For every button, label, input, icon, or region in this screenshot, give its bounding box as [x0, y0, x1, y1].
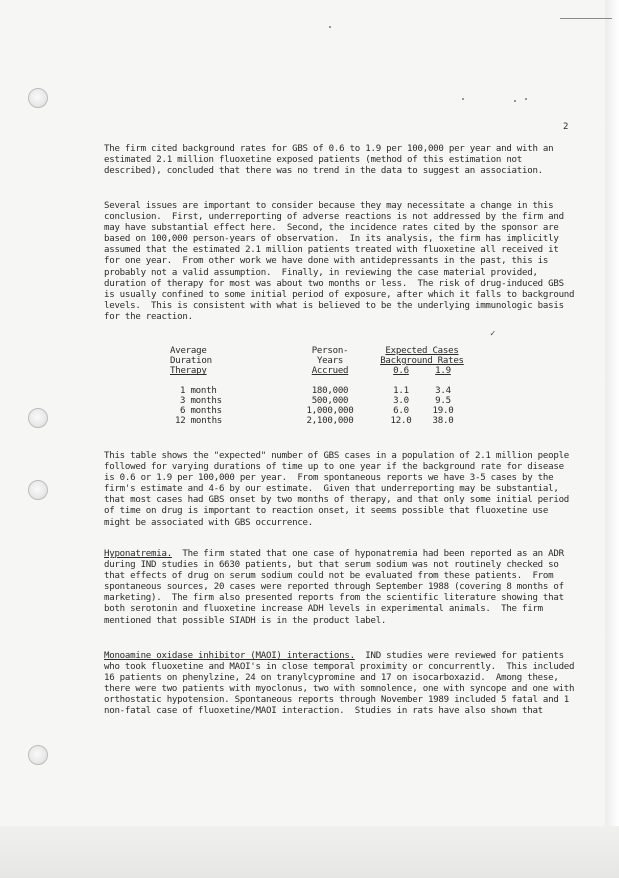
scan-speck [514, 100, 516, 102]
header-duration-2: Duration [170, 356, 212, 367]
table-row: 3 months 500,000 3.0 9.5 [180, 395, 451, 406]
paragraph-maoi [104, 651, 579, 718]
scan-speck [329, 26, 331, 28]
page-number: 2 [563, 122, 569, 132]
scan-speck [462, 98, 464, 100]
header-years-2: Years [316, 356, 344, 367]
table-row: 6 months 1,000,000 6.0 19.0 [180, 406, 454, 417]
header-rate-low: 0.6 [393, 366, 409, 377]
punch-hole-icon [28, 408, 48, 428]
expected-cases-table [170, 346, 464, 426]
punch-hole-icon [28, 480, 48, 500]
header-years-1: Person- [311, 346, 349, 356]
page-edge [605, 0, 619, 878]
header-years-3: Accrued [311, 366, 349, 377]
header-duration-1: Average [170, 346, 207, 356]
check-mark-icon: ✓ [490, 329, 496, 339]
paragraph-issues: Several issues are important to consider because they may necessitate a change in this conclusion. First, underreporting of adverse reactions is not addressed by the firm and may have substantial effect here. Second, the incidence rates cited by the sponsor are based on 100,000 person-years of observation. In its analysis, the firm has implicitly assumed that the estimated 2.1 million patients treated with fluoxetine all received it for one year. From other work we have done with antidepressants in the past, this is probably not a valid assumption. Finally, in reviewing the case material provided, duration of therapy for most was about two months or less. The risk of drug-induced GBS is usually confined to some initial period of exposure, after which it falls to background levels. This is consistent with what is believed to be the underlying immunologic basis for the reaction. [104, 201, 580, 322]
punch-hole-icon [28, 745, 48, 765]
header-rate-high: 1.9 [435, 366, 451, 377]
scan-speck [525, 98, 527, 100]
hyponatremia-heading: Hyponatremia. [104, 549, 172, 559]
page-bottom-shadow [0, 826, 619, 878]
table-row: 1 month 180,000 1.1 3.4 [180, 385, 451, 396]
table-row: 12 months 2,100,000 12.0 38.0 [175, 416, 454, 427]
punch-hole-icon [28, 88, 48, 108]
maoi-body: IND studies were reviewed for patients who took fluoxetine and MAOI's in close temporal proximity or concurrently. This included 16 patients on phenylzine, 24 on tranylcypromine and 17 on isocarboxazid. Among these, there were two patients with myoclonus, two with somnolence, one with syncope and one with orthostatic hypotension. Spontaneous reports through November 1989 included 5 fatal and 1 non-fatal case of fluoxetine/MAOI interaction. Studies in rats have also shown that [104, 651, 580, 717]
maoi-heading: Monoamine oxidase inhibitor (MAOI) interactions. [104, 651, 355, 661]
paragraph-background-rates: The firm cited background rates for GBS of 0.6 to 1.9 per 100,000 per year and with an estimated 2.1 million fluoxetine exposed patients (method of this estimation not described), concluded that there was no trend in the data to suggest an association. [104, 144, 559, 177]
paragraph-hyponatremia [104, 549, 579, 627]
top-edge-rule [560, 18, 612, 19]
header-expected-cases: Expected Cases [385, 346, 459, 356]
paragraph-table-explanation: This table shows the "expected" number of GBS cases in a population of 2.1 million people followed for varying durations of time up to one year if the background rate for disease is 0.6 or 1.9 per 100,000 per year. From spontaneous reports we have 3-5 cases by the firm's estimate and 4-6 by our estimate. Given that underreporting may be substantial, that most cases had GBS onset by two months of therapy, and that only some initial period of time on drug is important to reaction onset, it seems possible that fluoxetine use might be associated with GBS occurrence. [104, 451, 575, 528]
header-background-rates: Background Rates [380, 356, 464, 367]
header-duration-3: Therapy [170, 366, 207, 377]
hyponatremia-body: The firm stated that one case of hyponatremia had been reported as an ADR during IND studies in 6630 patients, but that serum sodium was not routinely checked so that effects of drug on serum sodium could not be evaluated from these patients. From spontaneous sources, 20 cases were reported through September 1988 (covering 8 months of marketing). The firm also presented reports from the scientific literature showing that both serotonin and fluoxetine increase ADH levels in experimental animals. The firm mentioned that possible SIADH is in the product label. [104, 549, 570, 626]
